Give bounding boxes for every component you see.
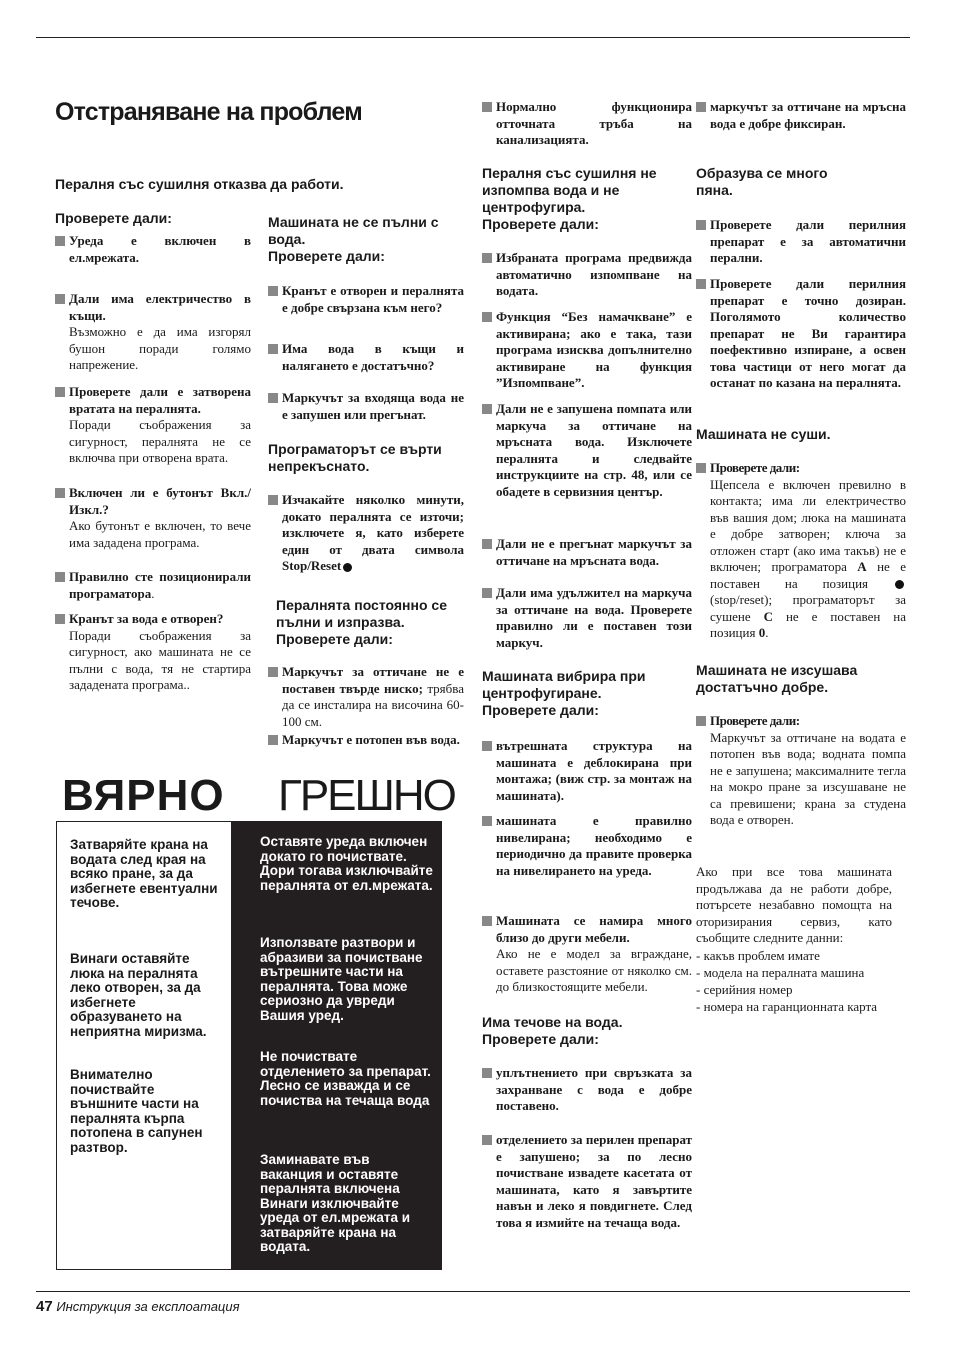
dos-heading: ВЯРНО xyxy=(62,771,225,820)
bullet-square xyxy=(55,387,65,397)
bullet-square xyxy=(482,1135,492,1145)
list-item: Проверете дали е затворена вратата на пералнята. Поради съображения за сигурност, пералнята не се включва при отворена врата. xyxy=(55,384,251,467)
donts-item: Оставяте уреда включен докато го почиствате. Дори тогава изключвайте пералнята от ел.мрежата. xyxy=(260,834,433,893)
check-heading: Проверете дали: xyxy=(268,248,385,264)
closing-list xyxy=(696,947,892,1015)
list-item: Кранът е отворен и пералнята е добре свързана към него? xyxy=(268,283,464,316)
bullet-square xyxy=(268,286,278,296)
list-item: Има вода в къщи и налягането е достатъчно? xyxy=(268,341,464,374)
bullet-square xyxy=(482,588,492,598)
bullet-square xyxy=(482,102,492,112)
list-item: Дали има електричество в къщи. Възможно е да има изгорял бушон поради голямо напрежение. xyxy=(55,291,251,374)
bullet-square xyxy=(696,102,706,112)
section-heading: Програматорът се върти непрекъснато. xyxy=(268,441,442,474)
donts-item: Не почиствате отделението за препарат. Лесно се изважда и се почиства на течаща вода xyxy=(260,1049,431,1108)
list-item: Кранът за вода е отворен? Поради съображения за сигурност, ако машината не се пълни с вода, тя не стартира зададената програма.. xyxy=(55,611,251,694)
list-item: Функция “Без намачкване” е активирана; ако е така, тази програма изисква допълнително активиране на функция ”Изпомпване”. xyxy=(482,309,692,392)
section-heading: Пералнята постоянно се пълни и изпразва. Проверете дали: xyxy=(276,597,447,647)
bullet-square xyxy=(55,614,65,624)
list-item: Проверете дали перилния препарат е за автоматични перални. xyxy=(696,217,906,267)
bullet-square xyxy=(482,539,492,549)
list-item: - модела на пералната машина xyxy=(696,965,865,980)
section-heading: Образува се много пяна. xyxy=(696,165,828,198)
section-heading: Машината вибрира при центрофугиране. Проверете дали: xyxy=(482,668,646,718)
bullet-square xyxy=(696,716,706,726)
list-item: Маркучът за входяща вода не е запушен или прегънат. xyxy=(268,390,464,423)
list-item: - серийния номер xyxy=(696,982,793,997)
bullet-square xyxy=(268,393,278,403)
section-heading: Машината не се пълни с вода. xyxy=(268,214,439,247)
bottom-rule xyxy=(36,1291,910,1292)
bullet-square xyxy=(482,404,492,414)
bullet-square xyxy=(482,312,492,322)
dos-item: Внимателно почиствайте външните части на пералнята кърпа потопена в сапунен разтвор. xyxy=(70,1067,203,1155)
list-item: Правилно сте позиционирали програматора. xyxy=(55,569,251,602)
bullet-square xyxy=(268,667,278,677)
bullet-square xyxy=(482,1068,492,1078)
section-heading: Има течове на вода. Проверете дали: xyxy=(482,1014,623,1047)
list-item: Изчакайте няколко минути, докато пералнята се източи; изключете я, като изберете един от двата символа Stop/Reset xyxy=(268,492,464,575)
list-item: маркучът за оттичане на мръсна вода е добре фиксиран. xyxy=(696,99,906,132)
bullet-square xyxy=(55,488,65,498)
list-item: Проверете дали перилния препарат е точно дозиран. Поголямото количество препарат не Ви гарантира поефективно изпиране, а освен това частици от него могат да останат по казана на пералнята. xyxy=(696,276,906,392)
donts-heading: ГРЕШНО xyxy=(278,771,455,820)
top-rule xyxy=(36,37,910,38)
list-item: - номера на гаранционната карта xyxy=(696,999,878,1014)
stop-reset-dot-icon xyxy=(895,580,904,589)
list-item: Проверете дали: Маркучът за оттичане на водата е потопен във вода; водната помпа не е запушена; максималните тегла на мокро пране за изсушаване не са превишени; крана за студена вода е отворен. xyxy=(696,713,906,829)
bullet-square xyxy=(268,344,278,354)
bullet-square xyxy=(55,294,65,304)
bullet-square xyxy=(268,495,278,505)
list-item: - какъв проблем имате xyxy=(696,948,820,963)
dos-item: Винаги оставяйте люка на пералнята леко отворен, за да избегнете образуването на неприятна миризма. xyxy=(70,951,207,1039)
list-item: машината е правилно нивелирана; необходимо е периодично да правите проверка на нивелирането на уреда. xyxy=(482,813,692,879)
list-item: Нормално функционира отточната тръба на канализацията. xyxy=(482,99,692,149)
list-item: Дали не е прегънат маркучът за оттичане на мръсната вода. xyxy=(482,536,692,569)
closing-paragraph: Ако при все това машината продължава да не работи добре, потърсете незабавно помощта на оторизирания сервиз, като съобщите следните данни: xyxy=(696,864,892,945)
stop-reset-dot-icon xyxy=(343,563,352,572)
list-item: отделението за перилен препарат е запушено; за по лесно почистване извадете касетата от машината, като я завъртите навън и леко я повдигнете. След това я измийте на течаща вода. xyxy=(482,1132,692,1231)
list-item: Избраната програма предвижда автоматично изпомпване на водата. xyxy=(482,250,692,300)
page-title: Отстраняване на проблем xyxy=(55,98,362,126)
bullet-square xyxy=(696,279,706,289)
list-item: Дали не е запушена помпата или маркуча за оттичане на мръсната вода. Изключете пералнята и следвайте инструкциите на стр. 48, или се обадете в сервизния център. xyxy=(482,401,692,500)
list-item: Машината се намира много близо до други мебели. Ако не е модел за вграждане, оставете разстояние от няколко см. до близкостоящите мебели. xyxy=(482,913,692,996)
list-item: Уреда е включен в ел.мрежата. xyxy=(55,233,251,266)
list-item: Включен ли е бутонът Вкл./ Изкл.? Ако бутонът е включен, то вече има зададена програма. xyxy=(55,485,251,551)
bullet-square xyxy=(482,253,492,263)
list-item: Маркучът е потопен във вода. xyxy=(268,732,464,749)
list-item: уплътнението при свръзката за захранване с вода е добре поставено. xyxy=(482,1065,692,1115)
bullet-square xyxy=(696,463,706,473)
dos-item: Затваряйте крана на водата след края на всяко пране, за да избегнете евентуални течове. xyxy=(70,837,218,910)
section-heading: Машината не суши. xyxy=(696,426,831,442)
bullet-square xyxy=(482,816,492,826)
list-item: Маркучът за оттичане не е поставен твърде ниско; трябва да се инсталира на височина 60-100 см. xyxy=(268,664,464,730)
section-heading: Пералня със сушилня отказва да работи. xyxy=(55,176,344,192)
bullet-square xyxy=(55,236,65,246)
donts-item: Използвате разтвори и абразиви за почистване вътрешните части на пералнята. Това може сериозно да увреди Вашия уред. xyxy=(260,935,423,1023)
bullet-square xyxy=(55,572,65,582)
page-number: 47 xyxy=(36,1298,53,1315)
list-item: Проверете дали: Щепсела е включен превилно в контакта; има ли електричество във вашия дом; люка на машината е добре затворен; ключа за отложен старт (ако има такъв) не е включен; програматора А не е поставен на позиция (stop/reset); програматорът за сушене C не е поставен на позиция 0. xyxy=(696,460,906,642)
page-footer xyxy=(36,1298,240,1315)
bullet-square xyxy=(482,916,492,926)
section-heading: Пералня със сушилня не изпомпва вода и не центрофугира. Проверете дали: xyxy=(482,165,657,232)
footer-text: Инструкция за експлоатация xyxy=(56,1299,240,1314)
check-heading: Проверете дали: xyxy=(55,210,172,226)
bullet-square xyxy=(268,735,278,745)
list-item: Дали има удължител на маркуча за оттичане на вода. Проверете правилно ли е поставен този маркуч. xyxy=(482,585,692,651)
section-heading: Машината не изсушава достатъчно добре. xyxy=(696,662,858,695)
bullet-square xyxy=(696,220,706,230)
list-item: вътрешната структура на машината е деблокирана при монтажа; (виж стр. за монтаж на машината). xyxy=(482,738,692,804)
bullet-square xyxy=(482,741,492,751)
donts-item: Заминавате във ваканция и оставяте пералнята включена Винаги изключвайте уреда от ел.мрежата и затваряйте крана на водата. xyxy=(260,1152,410,1254)
